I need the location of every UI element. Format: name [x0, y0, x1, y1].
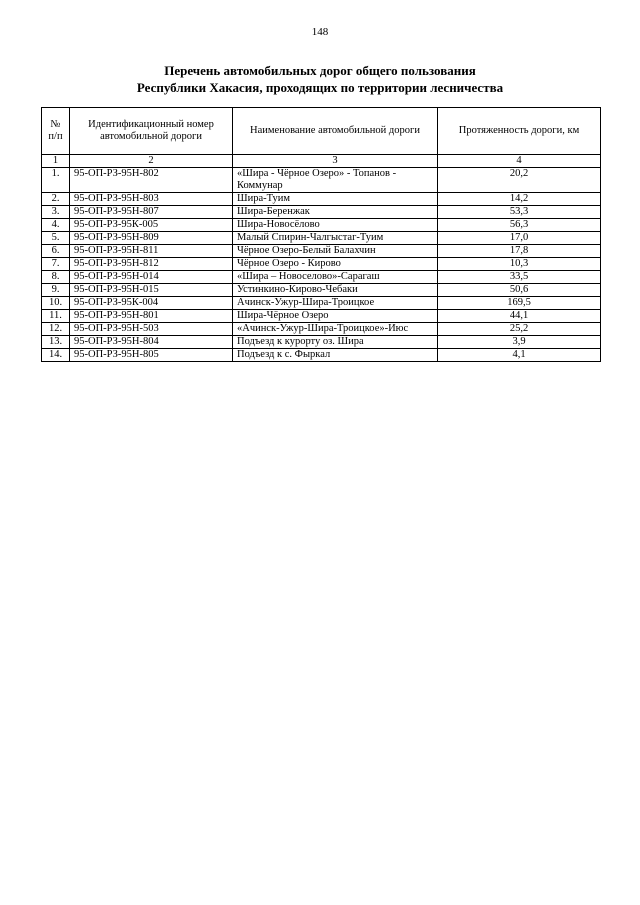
cell-length: 10,3 [438, 258, 601, 271]
cell-length: 3,9 [438, 336, 601, 349]
table-row [42, 258, 601, 271]
roads-table [41, 107, 601, 362]
table-row [42, 336, 601, 349]
title-line-1: Перечень автомобильных дорог общего пользования [164, 63, 476, 78]
cell-num: 5. [42, 232, 70, 245]
cell-name: Шира-Беренжак [233, 206, 438, 219]
table-row [42, 193, 601, 206]
cell-name: Шира-Чёрное Озеро [233, 310, 438, 323]
cell-id: 95-ОП-РЗ-95Н-803 [70, 193, 233, 206]
cell-id: 95-ОП-РЗ-95Н-811 [70, 245, 233, 258]
table-row [42, 219, 601, 232]
table-row [42, 323, 601, 336]
index-cell: 1 [42, 155, 70, 168]
cell-length: 14,2 [438, 193, 601, 206]
cell-num: 10. [42, 297, 70, 310]
cell-id: 95-ОП-РЗ-95Н-805 [70, 349, 233, 362]
cell-length: 20,2 [438, 168, 601, 193]
cell-id: 95-ОП-РЗ-95Н-503 [70, 323, 233, 336]
cell-name: «Ачинск-Ужур-Шира-Троицкое»-Июс [233, 323, 438, 336]
cell-num: 2. [42, 193, 70, 206]
cell-num: 13. [42, 336, 70, 349]
cell-num: 7. [42, 258, 70, 271]
page-number: 148 [311, 26, 329, 38]
cell-name: Малый Спирин-Чалгыстаг-Туим [233, 232, 438, 245]
cell-name: Подъезд к с. Фыркал [233, 349, 438, 362]
cell-id: 95-ОП-РЗ-95Н-014 [70, 271, 233, 284]
cell-name: Чёрное Озеро - Кирово [233, 258, 438, 271]
cell-name: Устинкино-Кирово-Чебаки [233, 284, 438, 297]
document-title [0, 62, 640, 96]
cell-num: 12. [42, 323, 70, 336]
index-cell: 2 [70, 155, 233, 168]
header-id: Идентификационный номер автомобильной дороги [70, 108, 233, 155]
cell-length: 17,8 [438, 245, 601, 258]
cell-length: 33,5 [438, 271, 601, 284]
cell-num: 6. [42, 245, 70, 258]
cell-name: Шира-Туим [233, 193, 438, 206]
cell-name: Подъезд к курорту оз. Шира [233, 336, 438, 349]
cell-id: 95-ОП-РЗ-95К-004 [70, 297, 233, 310]
cell-id: 95-ОП-РЗ-95Н-812 [70, 258, 233, 271]
cell-num: 9. [42, 284, 70, 297]
cell-num: 8. [42, 271, 70, 284]
column-index-row [42, 155, 601, 168]
cell-id: 95-ОП-РЗ-95Н-807 [70, 206, 233, 219]
header-name: Наименование автомобильной дороги [233, 108, 438, 155]
header-num: № п/п [42, 108, 70, 155]
cell-length: 53,3 [438, 206, 601, 219]
cell-num: 4. [42, 219, 70, 232]
cell-length: 44,1 [438, 310, 601, 323]
cell-id: 95-ОП-РЗ-95К-005 [70, 219, 233, 232]
cell-num: 1. [42, 168, 70, 193]
cell-length: 50,6 [438, 284, 601, 297]
cell-name: «Шира – Новоселово»-Сарагаш [233, 271, 438, 284]
index-cell: 4 [438, 155, 601, 168]
table-row [42, 206, 601, 219]
cell-id: 95-ОП-РЗ-95Н-015 [70, 284, 233, 297]
cell-length: 4,1 [438, 349, 601, 362]
cell-name: «Шира - Чёрное Озеро» - Топанов - Коммунар [233, 168, 438, 193]
table-row [42, 232, 601, 245]
header-row [42, 108, 601, 155]
cell-id: 95-ОП-РЗ-95Н-801 [70, 310, 233, 323]
cell-name: Чёрное Озеро-Белый Балахчин [233, 245, 438, 258]
cell-length: 17,0 [438, 232, 601, 245]
cell-num: 11. [42, 310, 70, 323]
cell-num: 3. [42, 206, 70, 219]
cell-id: 95-ОП-РЗ-95Н-809 [70, 232, 233, 245]
cell-name: Шира-Новосёлово [233, 219, 438, 232]
cell-id: 95-ОП-РЗ-95Н-804 [70, 336, 233, 349]
title-line-2: Республики Хакасия, проходящих по территории лесничества [136, 80, 504, 95]
table-row [42, 297, 601, 310]
table-row [42, 284, 601, 297]
cell-length: 25,2 [438, 323, 601, 336]
cell-length: 169,5 [438, 297, 601, 310]
cell-length: 56,3 [438, 219, 601, 232]
table-row [42, 310, 601, 323]
table-row [42, 349, 601, 362]
table-row [42, 168, 601, 193]
cell-num: 14. [42, 349, 70, 362]
table-row [42, 245, 601, 258]
table-row [42, 271, 601, 284]
cell-name: Ачинск-Ужур-Шира-Троицкое [233, 297, 438, 310]
cell-id: 95-ОП-РЗ-95Н-802 [70, 168, 233, 193]
header-length: Протяженность дороги, км [438, 108, 601, 155]
index-cell: 3 [233, 155, 438, 168]
